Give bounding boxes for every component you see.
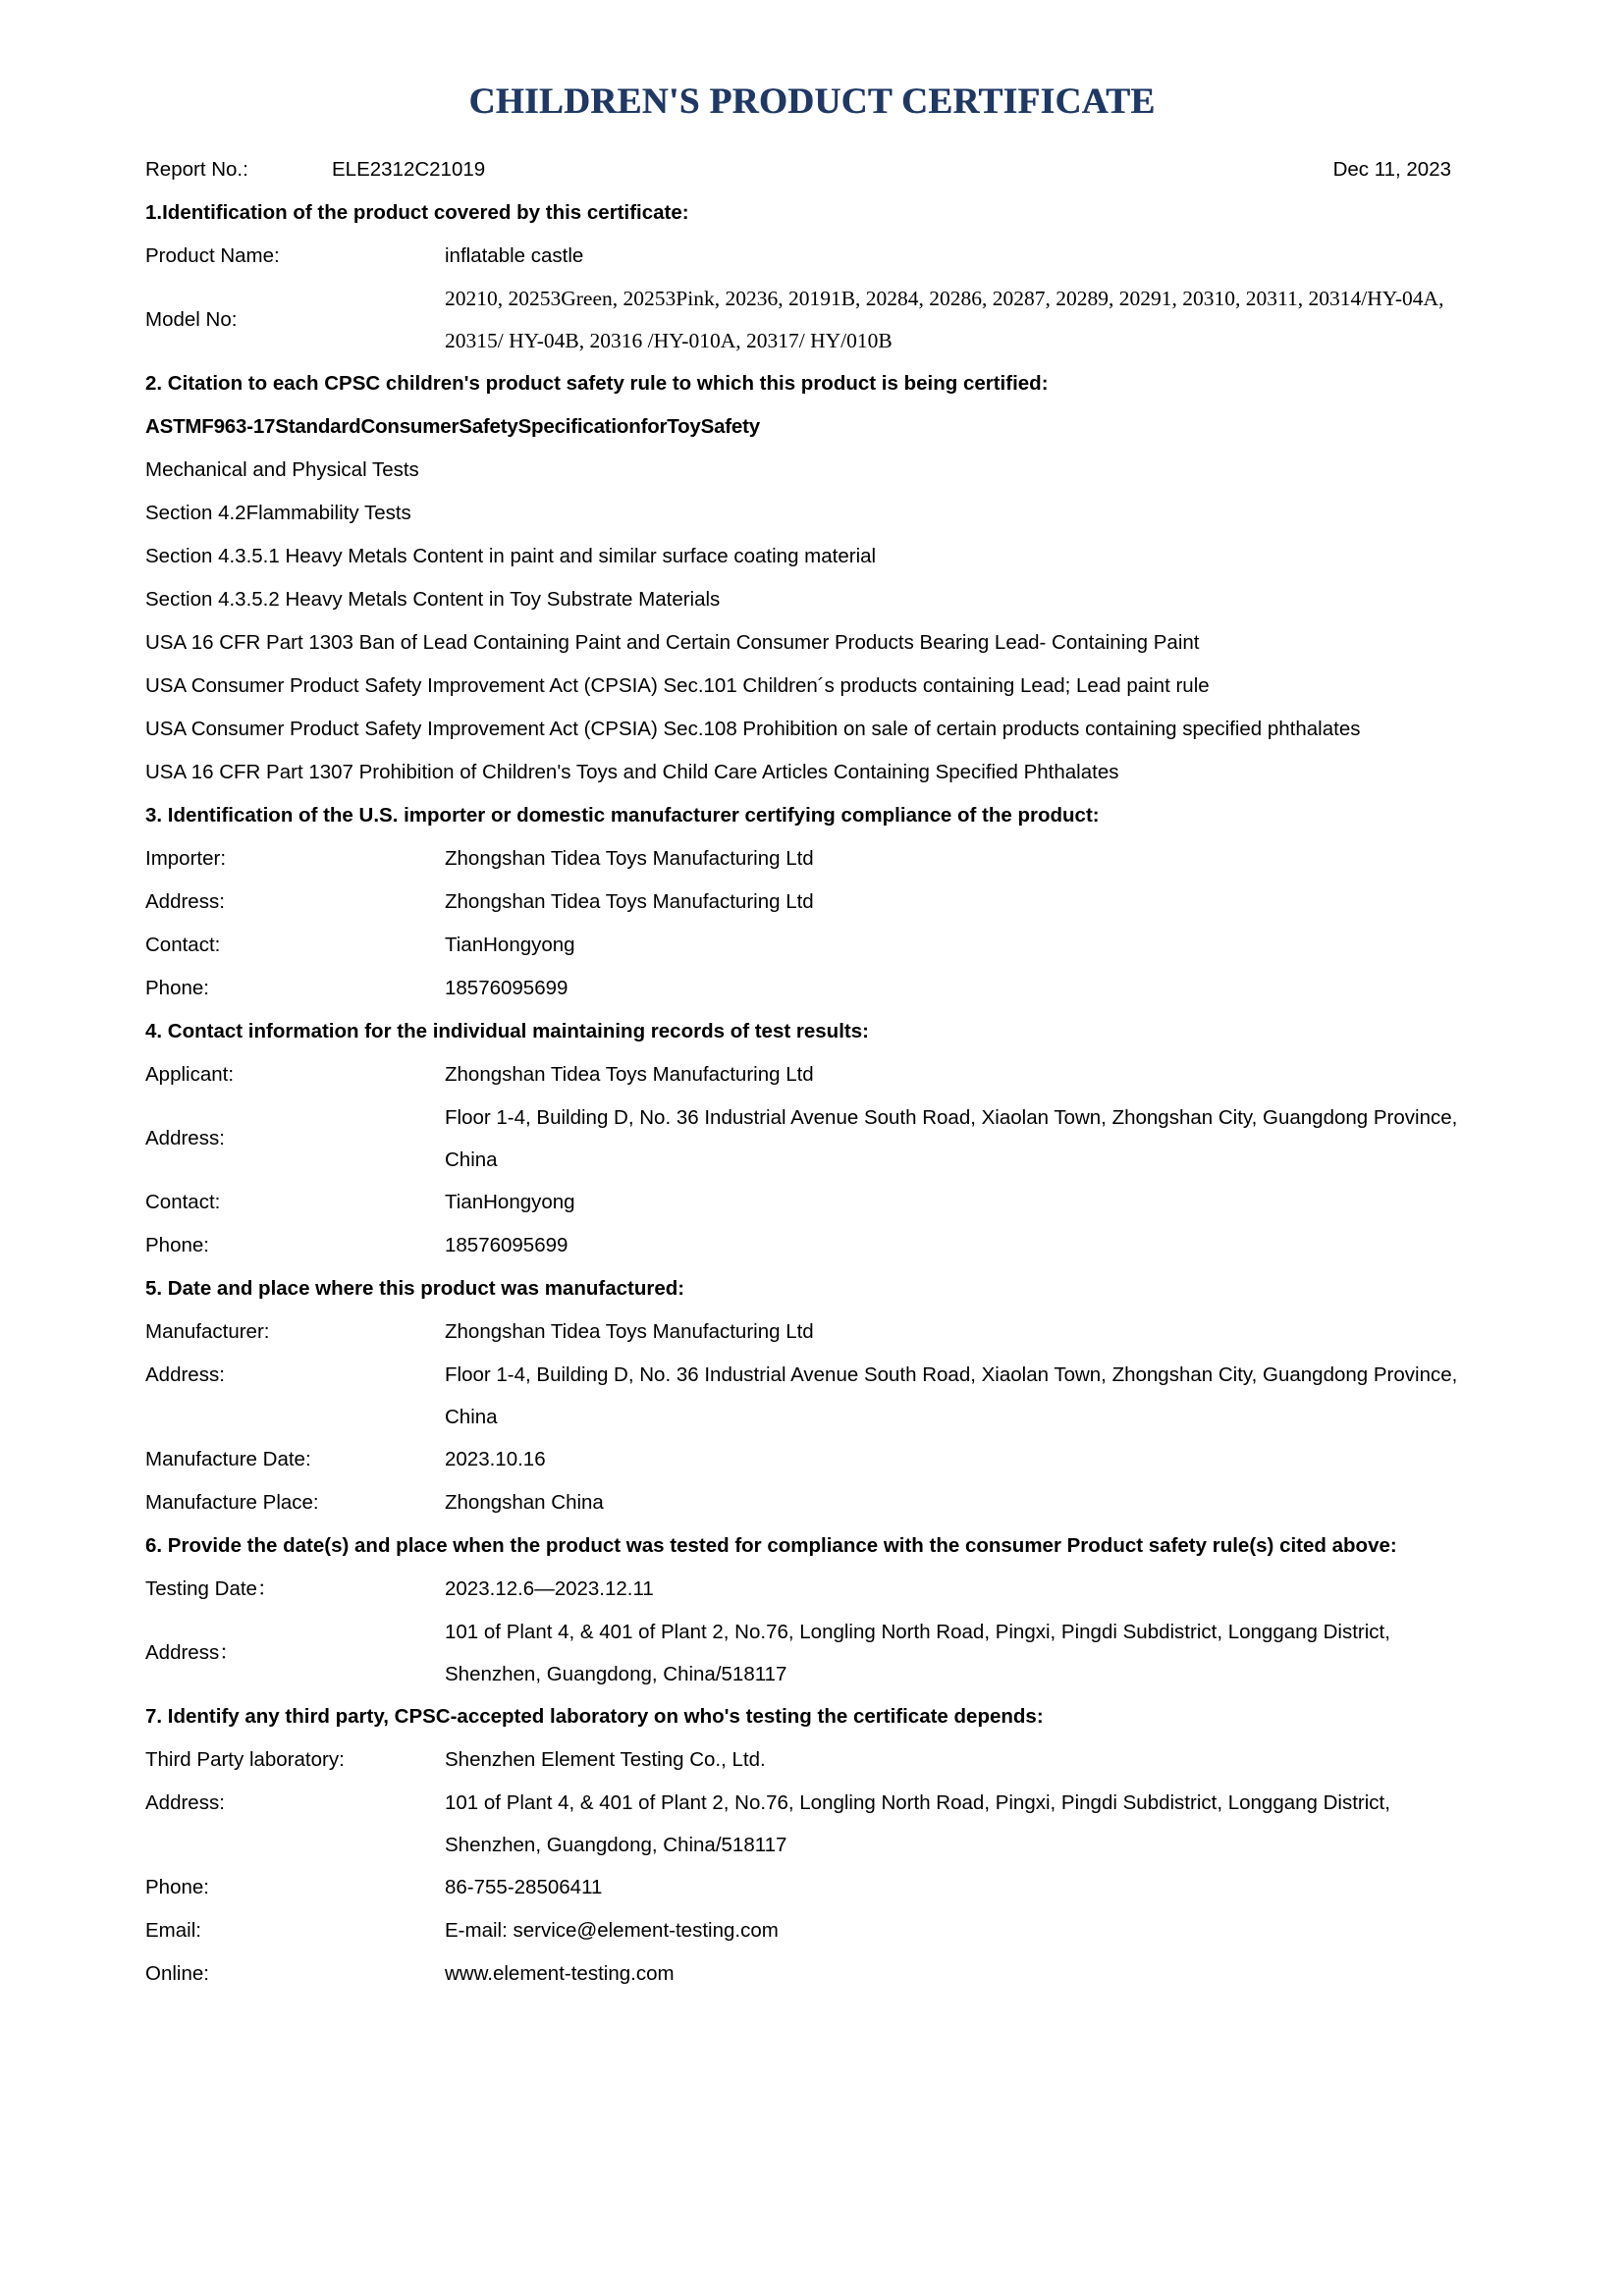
importer-contact-row (145, 924, 1479, 967)
importer-address-label: Address: (145, 890, 225, 913)
lab-online-label: Online: (145, 1962, 209, 1985)
applicant-contact-row (145, 1181, 1479, 1224)
rule-line: Section 4.2Flammability Tests (145, 502, 411, 524)
report-header (145, 148, 1479, 191)
manufacturer-label: Manufacturer: (145, 1320, 270, 1343)
applicant-contact-value: TianHongyong (445, 1191, 575, 1213)
model-no-value: 20210, 20253Green, 20253Pink, 20236, 20191B, 20284, 20286, 20287, 20289, 20291, 20310, 20311, 20314/HY-04A, 20315/ HY-04B, 20316 /HY-010A, 20317/ HY/010B (445, 287, 1444, 352)
certificate-date: Dec 11, 2023 (1332, 158, 1451, 181)
lab-label: Third Party laboratory: (145, 1748, 345, 1771)
rule-line: Mechanical and Physical Tests (145, 458, 419, 481)
rule-line: USA 16 CFR Part 1307 Prohibition of Children's Toys and Child Care Articles Containing Specified Phthalates (145, 761, 1119, 783)
rule-line: Section 4.3.5.2 Heavy Metals Content in Toy Substrate Materials (145, 588, 721, 611)
report-no-label: Report No.: (145, 158, 248, 181)
lab-value: Shenzhen Element Testing Co., Ltd. (445, 1748, 766, 1771)
manufacturer-value: Zhongshan Tidea Toys Manufacturing Ltd (445, 1320, 814, 1343)
section-4-heading: 4. Contact information for the individual maintaining records of test results: (145, 1020, 869, 1042)
lab-address-label: Address: (145, 1791, 225, 1814)
applicant-phone-label: Phone: (145, 1234, 209, 1256)
lab-online-value[interactable]: www.element-testing.com (445, 1962, 675, 1985)
section-1-heading: 1.Identification of the product covered by this certificate: (145, 201, 689, 224)
lab-address-row (145, 1782, 1479, 1866)
testing-address-value: 101 of Plant 4, & 401 of Plant 2, No.76, Longling North Road, Pingxi, Pingdi Subdistrict, Longgang District, Shenzhen, Guangdong, China/518117 (445, 1621, 1390, 1685)
manufacture-date-label: Manufacture Date: (145, 1448, 311, 1470)
lab-row (145, 1738, 1479, 1782)
section-6-heading: 6. Provide the date(s) and place when the product was tested for compliance with the consumer Product safety rule(s) cited above: (145, 1534, 1397, 1557)
manufacturer-address-row (145, 1354, 1479, 1438)
section-2-heading: 2. Citation to each CPSC children's product safety rule to which this product is being certified: (145, 372, 1049, 395)
lab-address-value: 101 of Plant 4, & 401 of Plant 2, No.76, Longling North Road, Pingxi, Pingdi Subdistrict, Longgang District, Shenzhen, Guangdong, China/518117 (445, 1791, 1390, 1856)
section-7-heading: 7. Identify any third party, CPSC-accepted laboratory on who's testing the certificate depends: (145, 1705, 1044, 1728)
rule-line: USA Consumer Product Safety Improvement Act (CPSIA) Sec.108 Prohibition on sale of certain products containing specified phthalates (145, 718, 1361, 740)
section-5-heading: 5. Date and place where this product was manufactured: (145, 1277, 685, 1300)
rule-line: USA 16 CFR Part 1303 Ban of Lead Containing Paint and Certain Consumer Products Bearing Lead- Containing Paint (145, 631, 1200, 654)
section-3-heading: 3. Identification of the U.S. importer or domestic manufacturer certifying compliance of the product: (145, 804, 1100, 827)
manufacturer-row (145, 1310, 1479, 1354)
page-title: CHILDREN'S PRODUCT CERTIFICATE (468, 81, 1156, 122)
applicant-address-label: Address: (145, 1127, 225, 1149)
importer-address-value: Zhongshan Tidea Toys Manufacturing Ltd (445, 890, 814, 913)
model-no-label: Model No: (145, 308, 238, 331)
testing-date-label: Testing Date： (145, 1577, 278, 1600)
testing-address-label: Address： (145, 1641, 240, 1664)
manufacture-place-label: Manufacture Place: (145, 1491, 319, 1514)
manufacture-place-value: Zhongshan China (445, 1491, 604, 1514)
testing-date-value: 2023.12.6—2023.12.11 (445, 1577, 654, 1600)
applicant-value: Zhongshan Tidea Toys Manufacturing Ltd (445, 1063, 814, 1086)
importer-row (145, 837, 1479, 881)
product-name-row (145, 235, 1479, 278)
importer-value: Zhongshan Tidea Toys Manufacturing Ltd (445, 847, 814, 870)
testing-date-row (145, 1568, 1479, 1611)
manufacture-date-value: 2023.10.16 (445, 1448, 546, 1470)
standard-reference: ASTMF963-17StandardConsumerSafetySpecificationforToySafety (145, 415, 760, 438)
importer-address-row (145, 881, 1479, 924)
manufacturer-address-label: Address: (145, 1363, 225, 1386)
testing-address-row (145, 1611, 1479, 1695)
applicant-phone-row (145, 1224, 1479, 1267)
lab-email-row (145, 1909, 1479, 1952)
lab-phone-label: Phone: (145, 1876, 209, 1898)
applicant-address-row (145, 1096, 1479, 1181)
applicant-address-value: Floor 1-4, Building D, No. 36 Industrial Avenue South Road, Xiaolan Town, Zhongshan City, Guangdong Province, China (445, 1106, 1458, 1171)
applicant-row (145, 1053, 1479, 1096)
lab-phone-value: 86-755-28506411 (445, 1876, 603, 1898)
importer-phone-row (145, 967, 1479, 1010)
manufacturer-address-value: Floor 1-4, Building D, No. 36 Industrial Avenue South Road, Xiaolan Town, Zhongshan City, Guangdong Province, China (445, 1363, 1458, 1428)
applicant-contact-label: Contact: (145, 1191, 221, 1213)
importer-contact-value: TianHongyong (445, 934, 575, 956)
lab-phone-row (145, 1866, 1479, 1909)
manufacture-place-row (145, 1481, 1479, 1524)
manufacture-date-row (145, 1438, 1479, 1481)
report-no-value: ELE2312C21019 (332, 158, 486, 181)
importer-phone-label: Phone: (145, 977, 209, 999)
model-no-row (145, 278, 1479, 362)
applicant-phone-value: 18576095699 (445, 1234, 568, 1256)
applicant-label: Applicant: (145, 1063, 235, 1086)
rule-line: USA Consumer Product Safety Improvement Act (CPSIA) Sec.101 Children´s products containing Lead; Lead paint rule (145, 674, 1210, 697)
importer-phone-value: 18576095699 (445, 977, 568, 999)
lab-email-value[interactable]: E-mail: service@element-testing.com (445, 1919, 779, 1942)
product-name-value: inflatable castle (445, 244, 584, 267)
importer-label: Importer: (145, 847, 227, 870)
lab-online-row (145, 1952, 1479, 1996)
rule-line: Section 4.3.5.1 Heavy Metals Content in paint and similar surface coating material (145, 545, 877, 567)
importer-contact-label: Contact: (145, 934, 221, 956)
lab-email-label: Email: (145, 1919, 201, 1942)
product-name-label: Product Name: (145, 244, 280, 267)
